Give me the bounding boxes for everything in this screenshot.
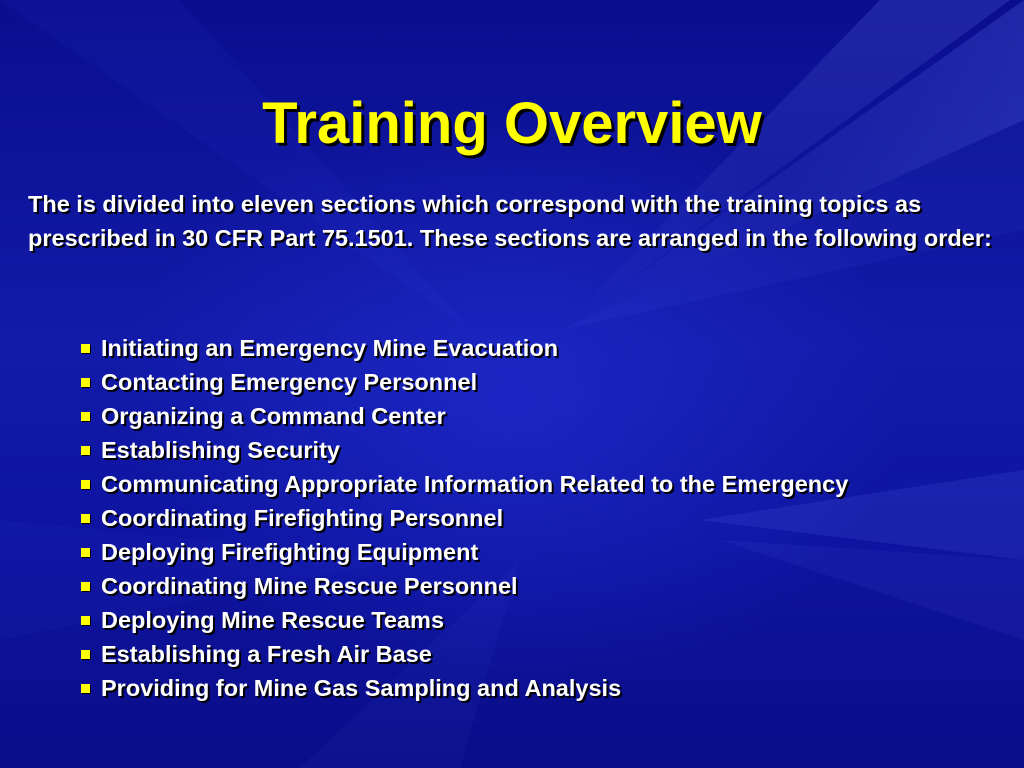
list-item-text: Establishing Security xyxy=(101,437,340,463)
list-item-text: Deploying Firefighting Equipment xyxy=(101,539,479,565)
list-item-text: Contacting Emergency Personnel xyxy=(101,369,478,395)
list-item-text: Providing for Mine Gas Sampling and Analysis xyxy=(101,675,622,701)
square-bullet-icon xyxy=(81,378,90,387)
list-item-text: Coordinating Mine Rescue Personnel xyxy=(101,573,518,599)
list-item xyxy=(79,433,1019,467)
list-item xyxy=(79,501,1019,535)
list-item xyxy=(79,467,1019,501)
list-item xyxy=(79,331,1019,365)
square-bullet-icon xyxy=(81,650,90,659)
training-sections-list xyxy=(79,331,1019,705)
list-item xyxy=(79,603,1019,637)
square-bullet-icon xyxy=(81,514,90,523)
square-bullet-icon xyxy=(81,582,90,591)
list-item-text: Deploying Mine Rescue Teams xyxy=(101,607,445,633)
list-item-text: Initiating an Emergency Mine Evacuation xyxy=(101,335,559,361)
square-bullet-icon xyxy=(81,344,90,353)
list-item xyxy=(79,671,1019,705)
square-bullet-icon xyxy=(81,684,90,693)
square-bullet-icon xyxy=(81,548,90,557)
list-item xyxy=(79,399,1019,433)
list-item-text: Organizing a Command Center xyxy=(101,403,446,429)
slide-title: Training Overview xyxy=(262,91,762,156)
list-item-text: Coordinating Firefighting Personnel xyxy=(101,505,504,531)
intro-paragraph: The is divided into eleven sections which correspond with the training topics as prescribed in 30 CFR Part 75.1501. These sections are arranged in the following order: xyxy=(28,191,992,251)
square-bullet-icon xyxy=(81,480,90,489)
list-item xyxy=(79,535,1019,569)
list-item-text: Communicating Appropriate Information Related to the Emergency xyxy=(101,471,849,497)
list-item xyxy=(79,365,1019,399)
square-bullet-icon xyxy=(81,412,90,421)
list-item-text: Establishing a Fresh Air Base xyxy=(101,641,432,667)
square-bullet-icon xyxy=(81,616,90,625)
square-bullet-icon xyxy=(81,446,90,455)
list-item xyxy=(79,637,1019,671)
list-item xyxy=(79,569,1019,603)
